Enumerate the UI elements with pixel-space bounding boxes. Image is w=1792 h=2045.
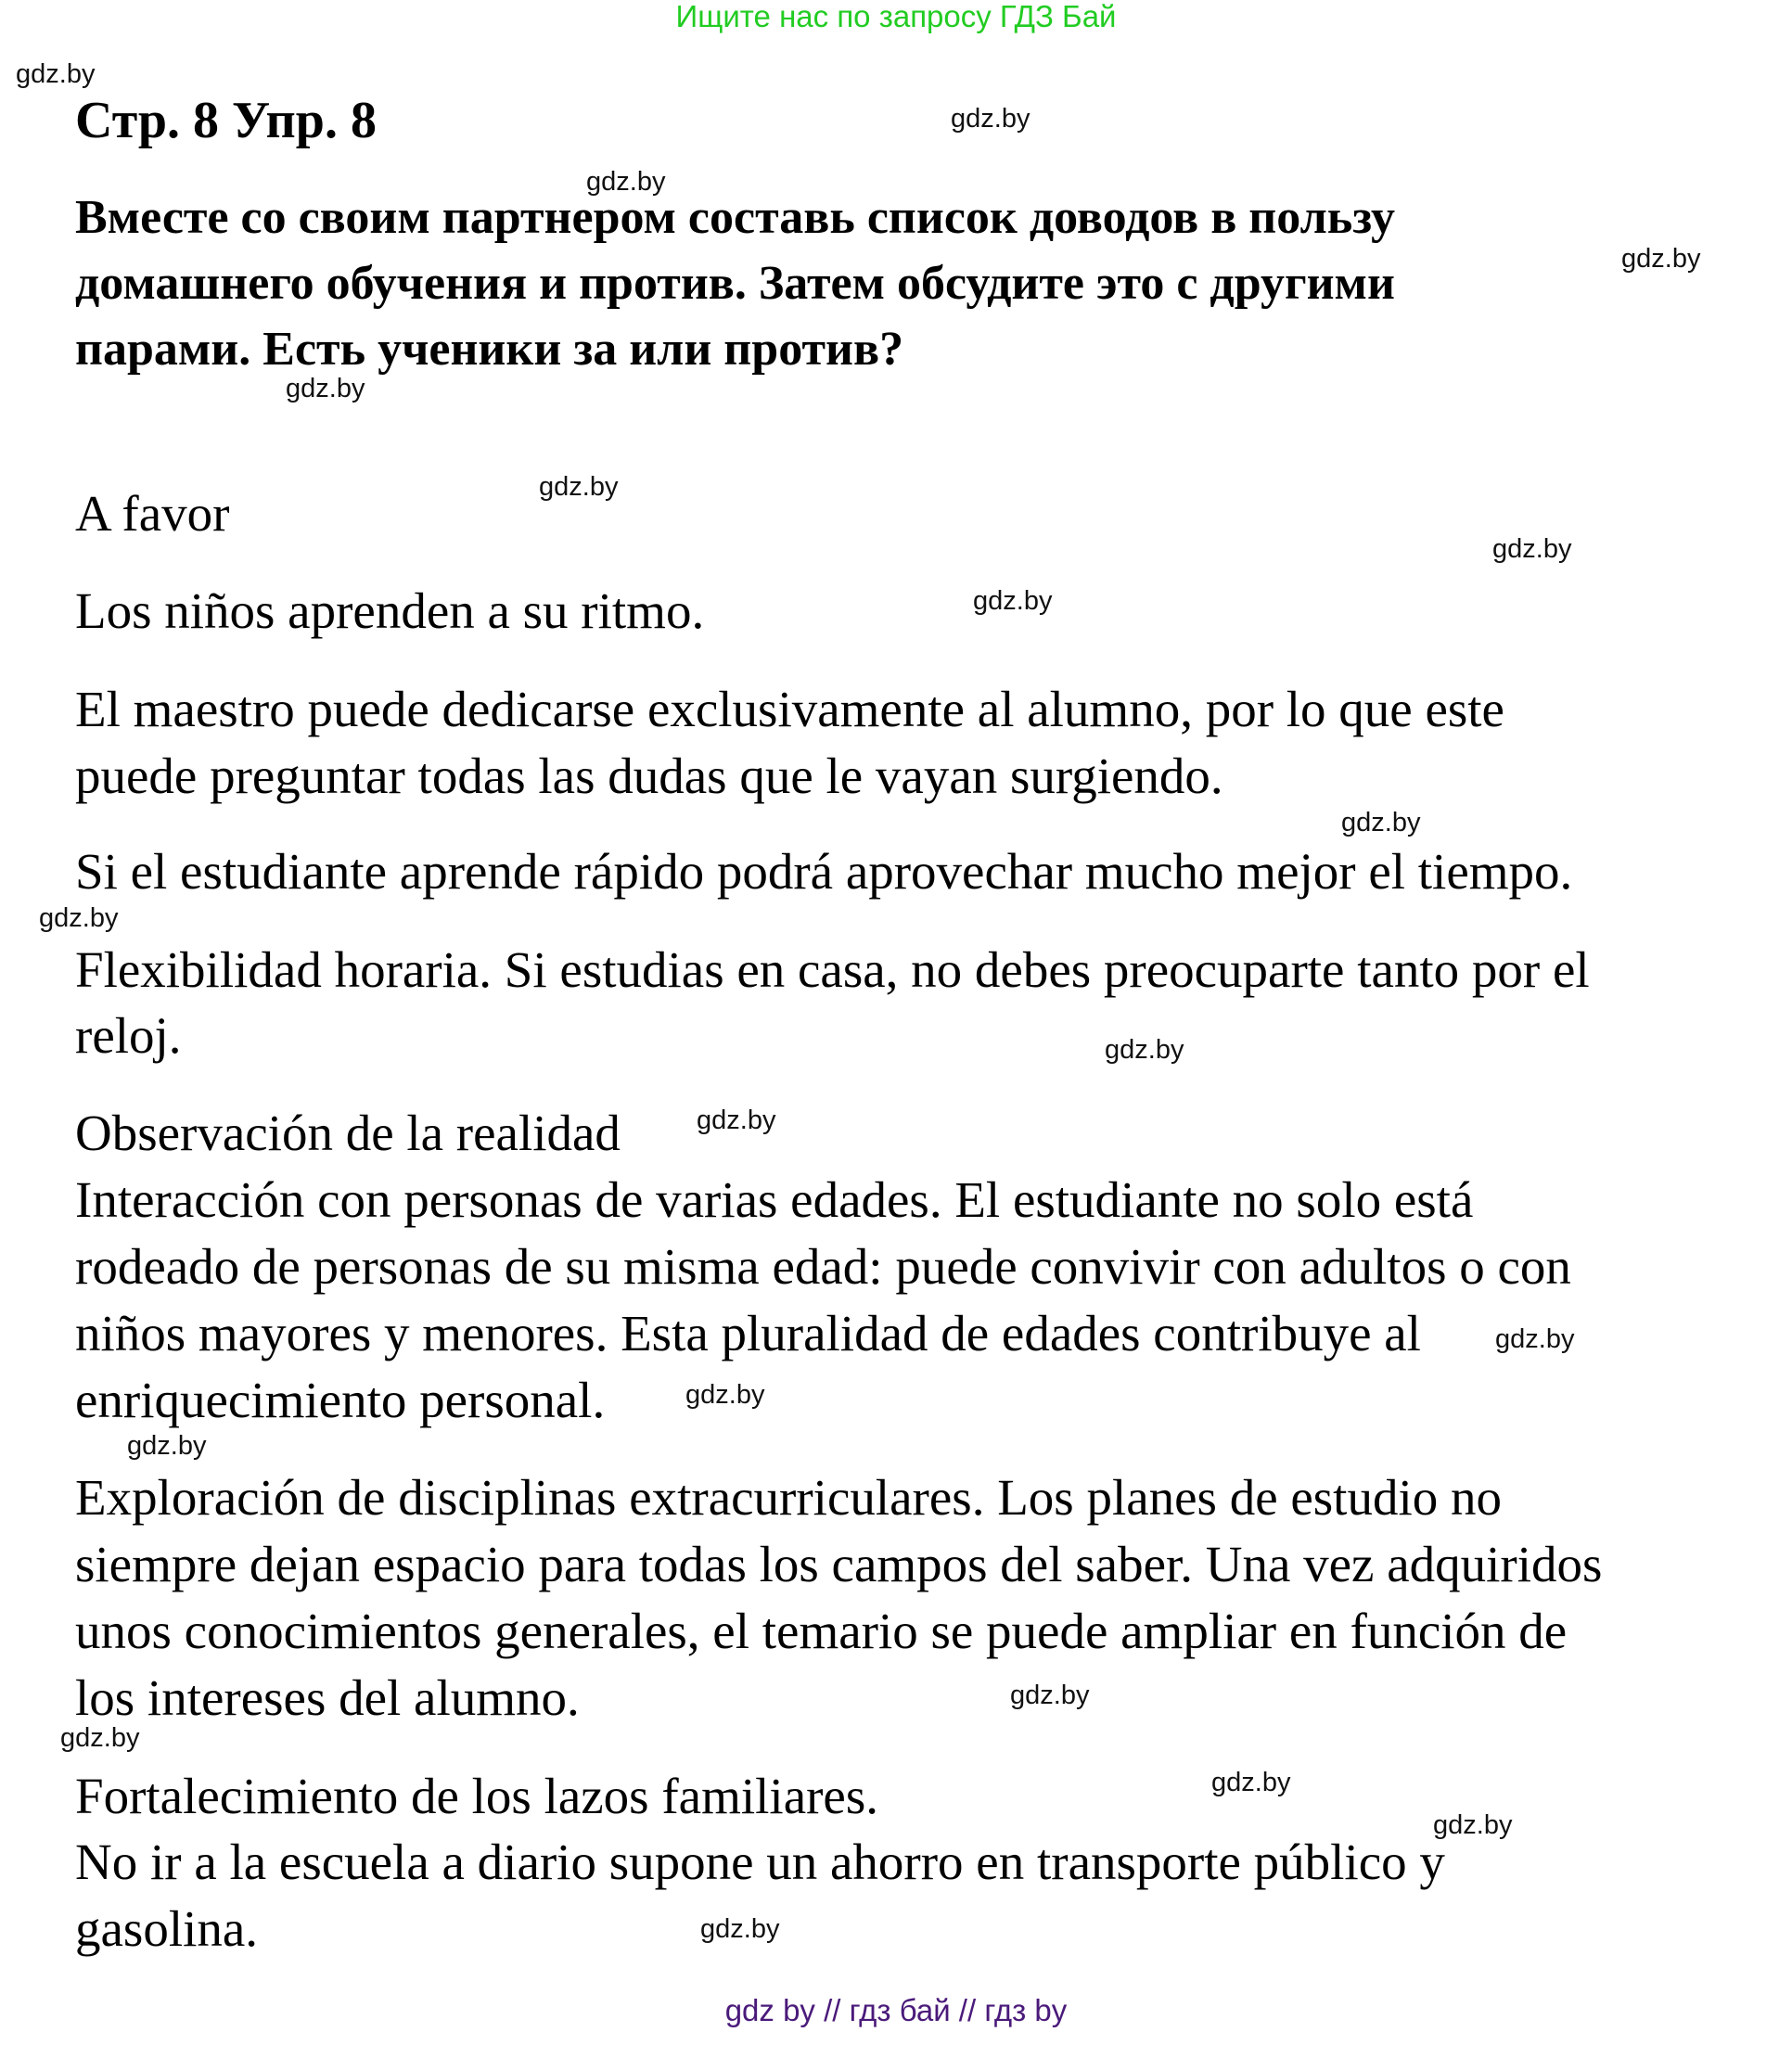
watermark: gdz.by: [685, 1380, 765, 1410]
body-line: Flexibilidad horaria. Si estudias en casa, no debes preocuparte tanto por el: [75, 941, 1590, 998]
body-line: Exploración de disciplinas extracurriculares. Los planes de estudio no: [75, 1469, 1502, 1526]
watermark: gdz.by: [39, 903, 119, 933]
body-line: gasolina.: [75, 1900, 259, 1957]
watermark: gdz.by: [1341, 808, 1421, 837]
watermark: gdz.by: [973, 586, 1053, 616]
body-line: Los niños aprenden a su ritmo.: [75, 582, 705, 639]
body-line: Observación de la realidad: [75, 1105, 621, 1161]
page-title: Стр. 8 Упр. 8: [75, 92, 377, 149]
watermark: gdz.by: [1495, 1324, 1575, 1354]
watermark: gdz.by: [539, 472, 619, 502]
watermark: gdz.by: [16, 59, 96, 89]
body-line: niños mayores y menores. Esta pluralidad de edades contribuye al: [75, 1305, 1421, 1361]
body-line: puede preguntar todas las dudas que le vayan surgiendo.: [75, 748, 1223, 804]
footer-links[interactable]: gdz by // гдз бай // гдз by: [724, 1993, 1068, 2027]
task-line-3: парами. Есть ученики за или против?: [75, 323, 904, 376]
watermark: gdz.by: [60, 1723, 140, 1753]
section-heading: A favor: [75, 485, 230, 542]
task-line-1: Вместе со своим партнером составь список доводов в пользу: [75, 191, 1396, 244]
body-line: El maestro puede dedicarse exclusivamente al alumno, por lo que este: [75, 681, 1504, 737]
watermark: gdz.by: [286, 374, 365, 403]
body-line: Interacción con personas de varias edades. El estudiante no solo está: [75, 1171, 1474, 1228]
watermark: gdz.by: [697, 1106, 776, 1135]
watermark: gdz.by: [1010, 1681, 1090, 1710]
site-banner[interactable]: Ищите нас по запросу ГДЗ Бай: [675, 0, 1117, 33]
watermark: gdz.by: [127, 1431, 207, 1461]
body-line: No ir a la escuela a diario supone un ahorro en transporte público y: [75, 1834, 1445, 1890]
body-line: Si el estudiante aprende rápido podrá aprovechar mucho mejor el tiempo.: [75, 843, 1573, 900]
body-line: enriquecimiento personal.: [75, 1372, 606, 1428]
watermark: gdz.by: [1105, 1035, 1184, 1065]
watermark: gdz.by: [1433, 1810, 1513, 1840]
watermark: gdz.by: [586, 167, 666, 197]
body-line: los intereses del alumno.: [75, 1669, 580, 1726]
watermark: gdz.by: [700, 1914, 780, 1944]
body-line: unos conocimientos generales, el temario se puede ampliar en función de: [75, 1603, 1568, 1659]
body-line: siempre dejan espacio para todas los campos del saber. Una vez adquiridos: [75, 1536, 1603, 1592]
body-line: Fortalecimiento de los lazos familiares.: [75, 1768, 878, 1824]
watermark: gdz.by: [1621, 244, 1701, 274]
task-line-2: домашнего обучения и против. Затем обсудите это с другими: [75, 257, 1395, 310]
watermark: gdz.by: [1211, 1768, 1291, 1797]
watermark: gdz.by: [1492, 534, 1572, 564]
body-line: rodeado de personas de su misma edad: puede convivir con adultos o con: [75, 1238, 1571, 1295]
body-line: reloj.: [75, 1007, 182, 1064]
watermark: gdz.by: [951, 104, 1030, 134]
